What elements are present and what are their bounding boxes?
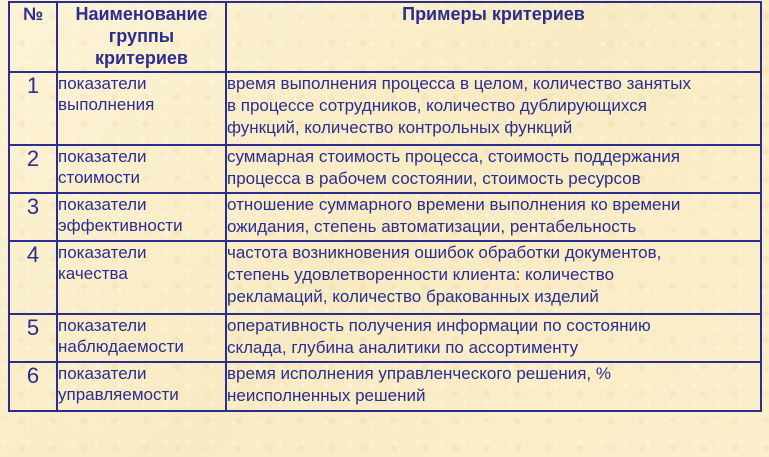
row-group [57,314,226,362]
row-group-line: стоимости [58,168,140,187]
row-number: 5 [9,314,57,362]
row-examples-line: в процессе сотрудников, количество дублирующихся [227,96,647,115]
row-examples-line: ожидания, степень автоматизации, рентабельность [227,217,637,236]
row-examples [226,193,761,241]
row-group-line: управляемости [58,385,179,404]
row-group-line: показатели [58,195,147,214]
row-number: 6 [9,362,57,411]
row-group-line: выполнения [58,95,155,114]
table-row [9,193,761,241]
criteria-table [8,1,762,412]
header-group-name [57,2,226,72]
header-number [9,2,57,72]
row-examples [226,362,761,411]
table-row [9,72,761,145]
row-group-line: показатели [58,243,147,262]
row-group-line: качества [58,264,128,283]
row-group-line: наблюдаемости [58,337,184,356]
row-group [57,145,226,193]
row-examples [226,241,761,314]
row-number: 2 [9,145,57,193]
row-examples-line: склада, глубина аналитики по ассортименту [227,338,579,357]
row-group-line: показатели [58,364,147,383]
row-examples-line: процесса в рабочем состоянии, стоимость ресурсов [227,169,641,188]
header-group-line: группы [108,26,175,46]
row-examples-line: суммарная стоимость процесса, стоимость поддержания [227,147,680,166]
row-examples-line: оперативность получения информации по состоянию [227,316,651,335]
row-examples-line: неисполненных решений [227,386,426,405]
row-examples-line: время исполнения управленческого решения, % [227,364,611,383]
row-group [57,193,226,241]
table-row [9,241,761,314]
header-number-label: № [22,4,44,24]
header-group-line: критериев [94,48,189,68]
row-group [57,72,226,145]
row-examples-line: рекламаций, количество бракованных изделий [227,287,599,306]
row-examples [226,314,761,362]
row-examples-line: время выполнения процесса в целом, количество занятых [227,74,691,93]
table-row [9,145,761,193]
table-row [9,314,761,362]
row-number: 4 [9,241,57,314]
header-examples-label: Примеры критериев [402,4,585,24]
row-examples-line: частота возникновения ошибок обработки документов, [227,243,662,262]
row-group [57,241,226,314]
row-examples [226,72,761,145]
row-examples-line: степень удовлетворенности клиента: количество [227,265,615,284]
row-group-line: показатели [58,147,147,166]
row-examples-line: отношение суммарного времени выполнения ко времени [227,195,681,214]
row-examples-line: функций, количество контрольных функций [227,118,573,137]
header-examples [226,2,761,72]
row-number: 3 [9,193,57,241]
row-group [57,362,226,411]
row-examples [226,145,761,193]
row-group-line: показатели [58,316,147,335]
header-group-line: Наименование [75,4,208,24]
table-row [9,362,761,411]
table-header-row [9,2,761,72]
row-group-line: показатели [58,74,147,93]
row-number: 1 [9,72,57,145]
row-group-line: эффективности [58,216,183,235]
